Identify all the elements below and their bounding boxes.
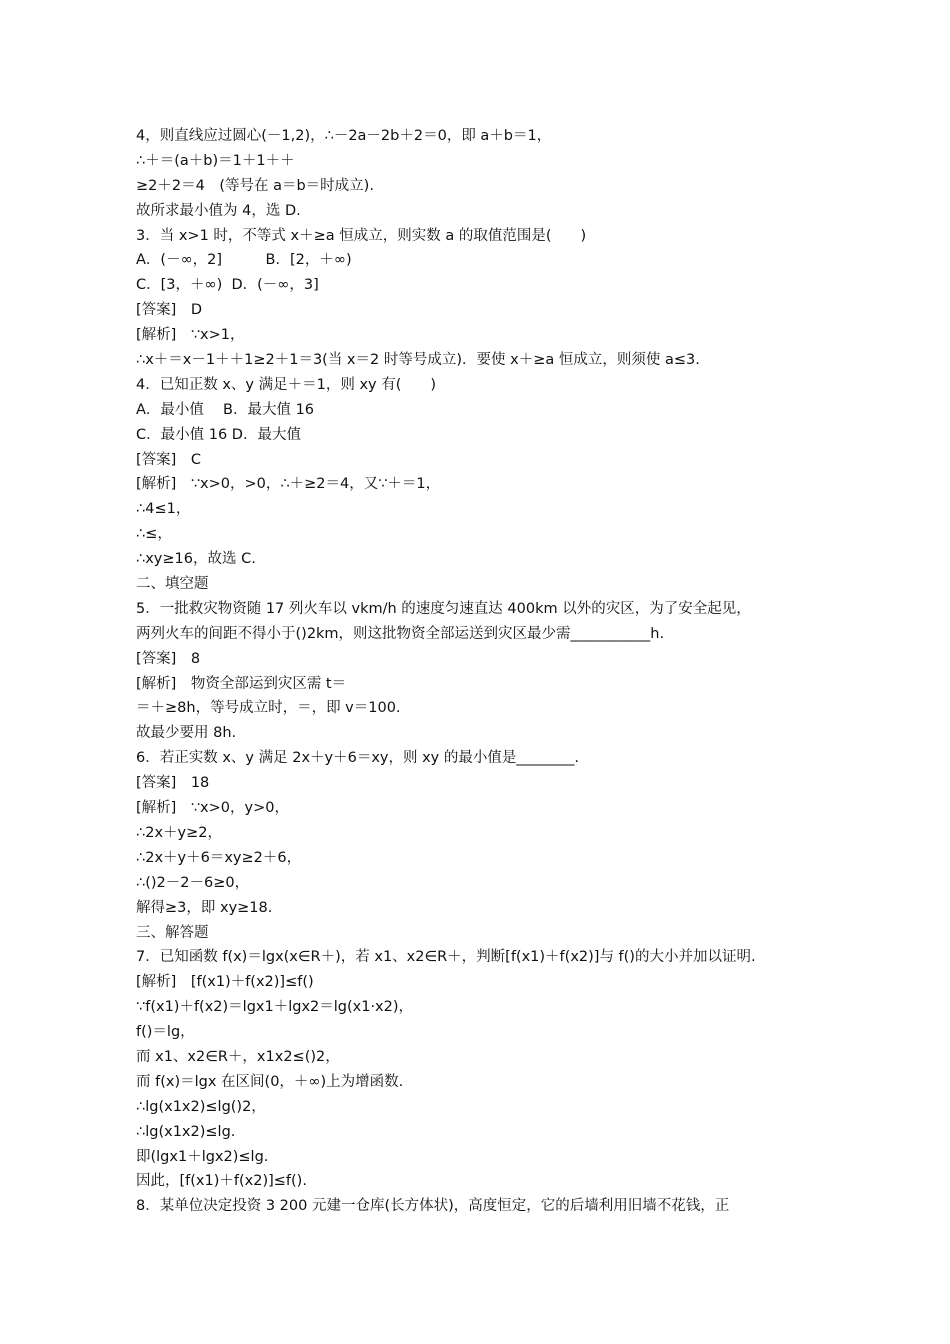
question-3: 3．当 x>1 时，不等式 x＋≥a 恒成立，则实数 a 的取值范围是( ): [136, 227, 587, 244]
answer-line: [答案] C: [136, 451, 201, 468]
answer-line: [答案] D: [136, 302, 202, 319]
proof-line: 而 x1、x2∈R＋，x1x2≤()2，: [136, 1048, 340, 1065]
analysis-line: [解析] ∵x>1，: [136, 327, 245, 344]
question-4: 4．已知正数 x、y 满足＋＝1，则 xy 有( ): [136, 376, 437, 393]
proof-line: f()＝lg，: [136, 1024, 195, 1041]
answer-line: [答案] 18: [136, 775, 210, 792]
solution-conclusion: 故所求最小值为 4，选 D.: [136, 202, 301, 219]
analysis-line: [解析] 物资全部运到灾区需 t＝: [136, 675, 347, 692]
question-7: 7．已知函数 f(x)＝lgx(x∈R＋)，若 x1、x2∈R＋，判断[f(x1)＋f(x2)]与 f()的大小并加以证明.: [136, 949, 756, 966]
section-heading-solve: 三、解答题: [136, 924, 209, 941]
analysis-line: ＝＋≥8h，等号成立时，＝，即 v＝100.: [136, 700, 401, 717]
question-8: 8．某单位决定投资 3 200 元建一仓库(长方体状)，高度恒定，它的后墙利用旧墙不花钱，正: [136, 1198, 730, 1215]
analysis-line: ∴xy≥16，故选 C.: [136, 551, 256, 568]
solution-line: ≥2＋2＝4 (等号在 a＝b＝时成立).: [136, 177, 374, 194]
analysis-line: ∴()2－2－6≥0，: [136, 874, 250, 891]
solution-line: 4，则直线应过圆心(－1,2)，∴－2a－2b＋2＝0，即 a＋b＝1，: [136, 128, 552, 144]
analysis-line: ∴2x＋y≥2，: [136, 824, 222, 841]
proof-line: 即(lgx1＋lgx2)≤lg.: [136, 1148, 269, 1165]
solution-line: ∴＋＝(a＋b)＝1＋1＋＋: [136, 152, 295, 169]
document-body: [136, 124, 816, 1219]
proof-line: ∴lg(x1x2)≤lg()2，: [136, 1098, 266, 1115]
analysis-line: ∴x＋＝x－1＋＋1≥2＋1＝3(当 x＝2 时等号成立)．要使 x＋≥a 恒成立，则须使 a≤3.: [136, 352, 700, 369]
choice-line: C．最小值 16 D．最大值: [136, 426, 301, 443]
analysis-line: ∴2x＋y＋6＝xy≥2＋6，: [136, 849, 302, 866]
analysis-line: 故最少要用 8h.: [136, 725, 237, 742]
analysis-line: ∴4≤1，: [136, 501, 191, 518]
proof-line: 因此，[f(x1)＋f(x2)]≤f().: [136, 1173, 307, 1190]
question-6: 6．若正实数 x、y 满足 2x＋y＋6＝xy，则 xy 的最小值是________.: [136, 750, 579, 767]
analysis-line: ∴≤，: [136, 526, 172, 543]
section-heading-fill-in: 二、填空题: [136, 576, 209, 593]
choice-line: A．(－∞，2] B．[2，＋∞): [136, 252, 352, 269]
choice-line: C．[3，＋∞) D．(－∞，3]: [136, 277, 319, 294]
analysis-line: [解析] [f(x1)＋f(x2)]≤f(): [136, 974, 314, 991]
question-5-cont: 两列火车的间距不得小于()2km，则这批物资全部运送到灾区最少需___________h.: [136, 625, 665, 642]
choice-line: A．最小值 B．最大值 16: [136, 401, 315, 418]
proof-line: 而 f(x)＝lgx 在区间(0，＋∞)上为增函数.: [136, 1073, 404, 1090]
proof-line: ∴lg(x1x2)≤lg.: [136, 1123, 236, 1140]
analysis-line: [解析] ∵x>0，>0，∴＋≥2＝4，又∵＋＝1，: [136, 476, 441, 493]
analysis-line: 解得≥3，即 xy≥18.: [136, 899, 273, 916]
question-5: 5．一批救灾物资随 17 列火车以 vkm/h 的速度匀速直达 400km 以外的灾区，为了安全起见，: [136, 600, 751, 617]
proof-line: ∵f(x1)＋f(x2)＝lgx1＋lgx2＝lg(x1·x2)，: [136, 999, 414, 1016]
answer-line: [答案] 8: [136, 650, 201, 667]
analysis-line: [解析] ∵x>0，y>0，: [136, 800, 289, 817]
